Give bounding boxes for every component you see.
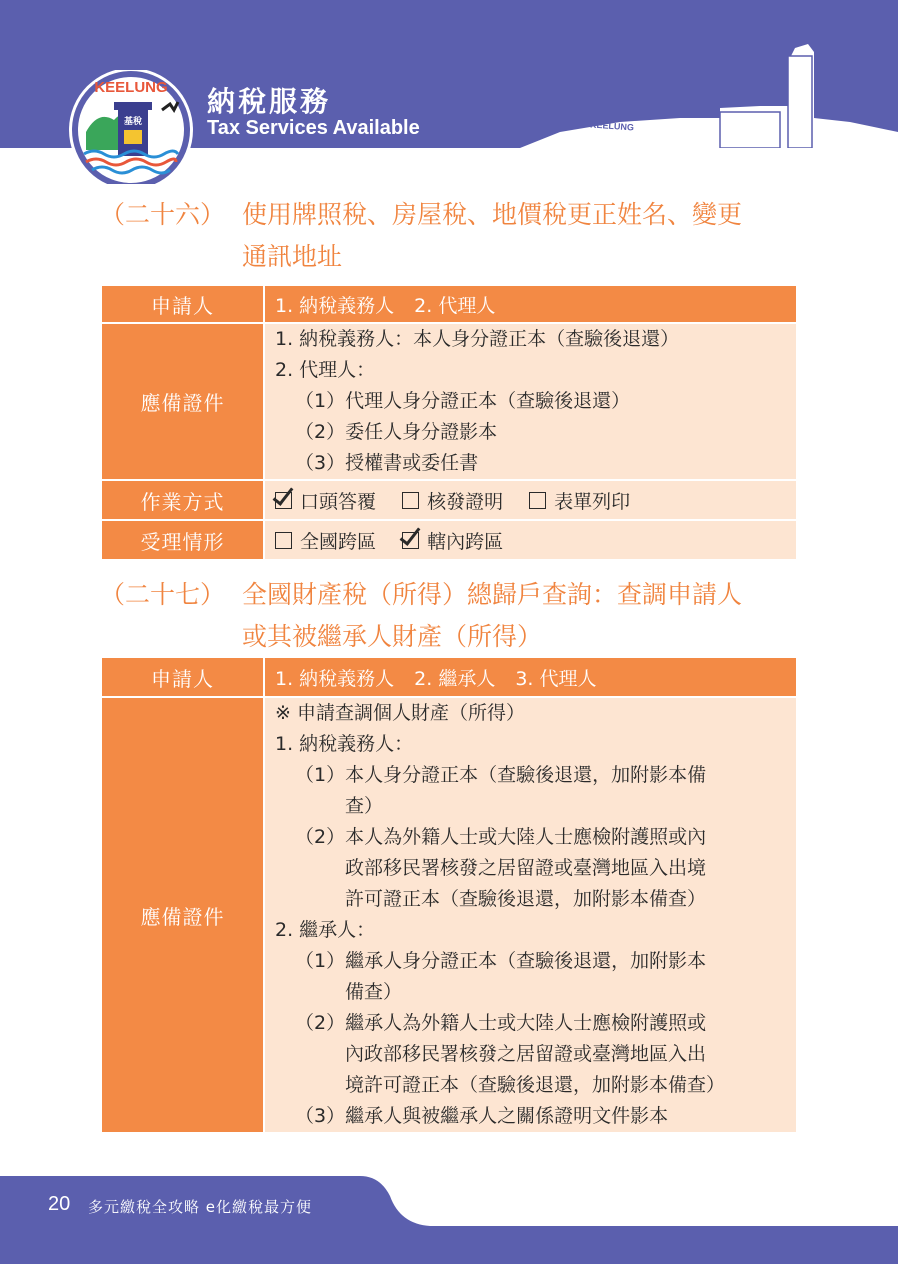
docs-line: （2）委任人身分證影本 (295, 421, 498, 443)
docs-line: 境許可證正本（查驗後退還，加附影本備查） (345, 1074, 726, 1096)
section-27-table (100, 656, 798, 1134)
checkbox-icon[interactable] (529, 492, 546, 509)
section-26-title-line1: 使用牌照稅、房屋稅、地價稅更正姓名、變更 (242, 200, 743, 229)
applicant-value (264, 285, 797, 323)
docs-line: （2）繼承人為外籍人士或大陸人士應檢附護照或 (295, 1012, 707, 1034)
page-number: 20 (48, 1193, 71, 1215)
scope-label: 受理情形 (101, 520, 264, 560)
method-option-print[interactable]: 表單列印 (529, 487, 630, 514)
method-label: 作業方式 (101, 480, 264, 520)
section-27-title-line1: 全國財產稅（所得）總歸戶查詢：查調申請人 (242, 580, 743, 609)
applicant-value (264, 657, 797, 697)
checkbox-icon[interactable] (402, 492, 419, 509)
checkbox-checked-icon[interactable] (275, 492, 292, 509)
docs-line: 2. 繼承人： (275, 919, 376, 941)
header-title-zh: 納稅服務 (207, 85, 332, 118)
applicant-label: 申請人 (101, 657, 264, 697)
header-title-en: Tax Services Available (207, 117, 420, 139)
docs-line: 2. 代理人： (275, 359, 376, 381)
logo-badge: 基稅 (123, 117, 143, 127)
docs-value (264, 697, 797, 1133)
scope-options (264, 520, 797, 560)
docs-line: 查） (345, 795, 384, 817)
docs-label: 應備證件 (101, 323, 264, 480)
logo-text: KEELUNG (94, 79, 168, 96)
applicant-item: 1. 納稅義務人 (275, 294, 395, 317)
docs-line: 1. 納稅義務人：本人身分證正本（查驗後退還） (275, 328, 680, 350)
section-27-number: （二十七） (100, 580, 226, 609)
method-option-certificate[interactable]: 核發證明 (402, 487, 503, 514)
docs-line: （1）本人身分證正本（查驗後退還，加附影本備 (295, 764, 707, 786)
docs-line: 備查） (345, 981, 403, 1003)
docs-line: （1）代理人身分證正本（查驗後退還） (295, 390, 631, 412)
applicant-item: 2. 繼承人 (414, 667, 496, 690)
docs-label: 應備證件 (101, 697, 264, 1133)
docs-line: （2）本人為外籍人士或大陸人士應檢附護照或內 (295, 826, 707, 848)
section-26-title-line2: 通訊地址 (242, 242, 343, 271)
section-27-title-line2: 或其被繼承人財產（所得） (242, 622, 543, 651)
skyline-label: KEELUNG (589, 119, 635, 133)
scope-option-national[interactable]: 全國跨區 (275, 527, 376, 554)
docs-line: 內政部移民署核發之居留證或臺灣地區入出 (345, 1043, 707, 1065)
docs-value (264, 323, 797, 480)
section-26-table (100, 284, 798, 561)
docs-line: （3）繼承人與被繼承人之關係證明文件影本 (295, 1105, 669, 1127)
section-26-number: （二十六） (100, 200, 226, 229)
docs-line: （3）授權書或委任書 (295, 452, 479, 474)
docs-line: 1. 納稅義務人： (275, 733, 414, 755)
docs-line: ※ 申請查調個人財產（所得） (275, 702, 525, 724)
scope-option-local[interactable]: 轄內跨區 (402, 527, 503, 554)
docs-line: 政部移民署核發之居留證或臺灣地區入出境 (345, 857, 707, 879)
method-options (264, 480, 797, 520)
docs-line: （1）繼承人身分證正本（查驗後退還，加附影本 (295, 950, 707, 972)
docs-line: 許可證正本（查驗後退還，加附影本備查） (345, 888, 707, 910)
checkbox-icon[interactable] (275, 532, 292, 549)
applicant-item: 3. 代理人 (515, 667, 597, 690)
keelung-logo-icon (66, 70, 196, 184)
method-option-verbal[interactable]: 口頭答覆 (275, 487, 376, 514)
checkbox-checked-icon[interactable] (402, 532, 419, 549)
applicant-label: 申請人 (101, 285, 264, 323)
section-26-title (100, 194, 742, 278)
applicant-item: 1. 納稅義務人 (275, 667, 395, 690)
footer-bar (0, 1176, 898, 1264)
footer-text: 多元繳稅全攻略 e化繳稅最方便 (88, 1198, 312, 1216)
section-27-title (100, 574, 742, 658)
applicant-item: 2. 代理人 (414, 294, 496, 317)
